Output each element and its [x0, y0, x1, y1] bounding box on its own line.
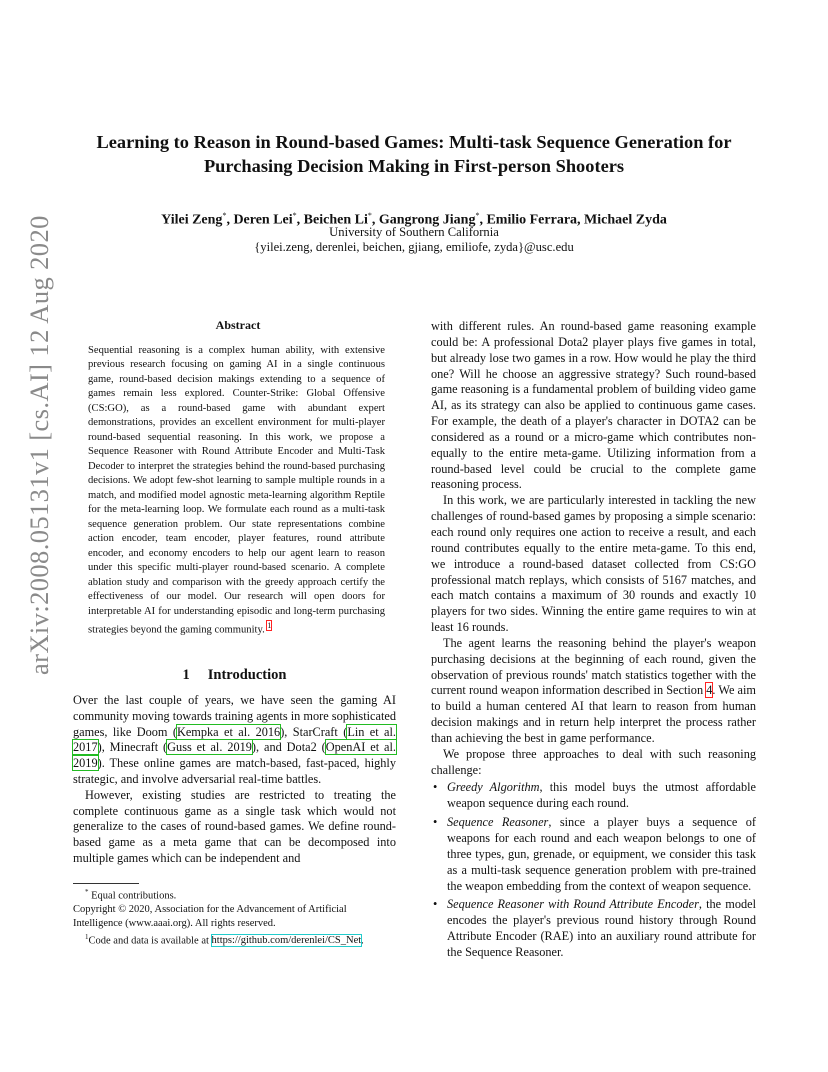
list-item	[431, 780, 756, 812]
approach-description: , this model buys the utmost affordable weapon sequence during each round.	[447, 780, 756, 811]
text-run: . We aim to build a human centered AI that learn to reason from human decision makings and in return help interpret the process rather than achieving the best in game performance.	[431, 683, 756, 745]
abstract-heading: Abstract	[215, 318, 261, 332]
citation-link[interactable]: OpenAI et al. 2019	[73, 740, 396, 771]
approach-description: , since a player buys a sequence of weapons for each round and each weapon belongs to one of three types, gun, grenade, or equipment, we consider this task as a multi-task sequence generation problem with pre-trained the weapon embedding from the context of weapon sequence.	[447, 815, 756, 893]
equal-contribution-mark: *	[367, 211, 372, 220]
body-paragraph: In this work, we are particularly interested in tackling the new challenges of round-based games by proposing a simple scenario: each round only requires one action to receive a result, and each round contributes equally to the entire meta-game. To this end, we introduce a round-based dataset collected from CS:GO professional match replays, which consists of 5167 matches, and each match contains a maximum of 30 rounds and exactly 10 players for two sides. Winning the entire game requires to win at least 16 rounds.	[431, 493, 756, 635]
footnote-equal-contribution	[73, 886, 396, 903]
body-paragraph: with different rules. An round-based game reasoning example could be: A professional Dota2 player plays five games in total, but already lose two games in a row. How would he play the third one? Will he choose an aggressive strategy? Such round-based game reasoning is a fundamental problem of building video game AI, as its strategy can also be applied to continuous game cases. For example, the death of a player's character in DOTA2 can be considered as a round or a micro-game which contributes non-equally to the entire meta-game. Utilizing information from a round-based level could be crucial to the complete game reasoning process.	[431, 319, 756, 492]
approach-list	[431, 780, 756, 960]
author-name: Gangrong Jiang	[378, 212, 476, 228]
intro-paragraph: However, existing studies are restricted to treating the complete continuous game as a single task which would not generalize to the cases of round-based games. We define round-based game as a meta game that can be decomposed into multiple games which can be independent and	[73, 787, 396, 865]
arxiv-identifier-text: arXiv:2008.05131v1 [cs.AI] 12 Aug 2020	[24, 215, 54, 675]
author-separator: ,	[226, 212, 234, 228]
equal-contribution-mark: *	[222, 211, 227, 220]
citation-link[interactable]: Kempka et al. 2016	[176, 724, 281, 739]
approach-name: Sequence Reasoner with Round Attribute Encoder	[447, 897, 699, 912]
footnote-divider	[73, 883, 139, 884]
approach-description: , the model encodes the player's previous round history through Round Attribute Encoder (RAE) into an auxiliary round attribute for the Sequence Reasoner.	[447, 897, 756, 959]
list-item	[431, 815, 756, 894]
copyright-notice: Copyright © 2020, Association for the Advancement of Artificial Intelligence (www.aaai.org). All rights reserved.	[73, 904, 347, 930]
approach-name: Sequence Reasoner	[447, 815, 549, 830]
text-run: ), Minecraft (	[97, 740, 168, 755]
footnotes	[73, 886, 396, 948]
text-run: ). These online games are match-based, fast-paced, highly strategic, and involve adversarial real-time battles.	[73, 756, 396, 786]
author-name: Deren Lei	[233, 212, 293, 228]
equal-contribution-mark: *	[292, 211, 297, 220]
author-name: Yilei Zeng	[161, 212, 223, 228]
footnote-mark: *	[85, 888, 89, 896]
author-name: Beichen Li	[303, 212, 368, 228]
footnote-text: Equal contributions.	[91, 890, 177, 902]
author-separator: ,	[371, 212, 379, 228]
footnote-text: Code and data is available at	[88, 935, 212, 947]
affiliation: University of Southern California	[329, 225, 499, 239]
text-run: ), and Dota2 (	[251, 740, 326, 755]
author-separator: ,	[577, 212, 585, 228]
citation-link[interactable]: Lin et al. 2017	[73, 724, 396, 755]
body-paragraph: We propose three approaches to deal with such reasoning challenge:	[431, 746, 756, 777]
abstract-body	[88, 344, 385, 638]
right-column	[431, 319, 756, 964]
author-emails: {yilei.zeng, derenlei, beichen, gjiang, emiliofe, zyda}@usc.edu	[254, 240, 574, 254]
footnote-mark: 1	[85, 932, 89, 941]
section-number: 1	[182, 667, 190, 683]
abstract-text: Sequential reasoning is a complex human ability, with extensive previous research focusing on gaming AI in a single continuous game, round-based decision makings extending to a sequence of games remain less explored. Counter-Strike: Global Offensive (CS:GO), as a round-based game with abundant expert demonstrations, provides an excellent environment for multi-player round-based sequential reasoning. In this work, we propose a Sequence Reasoner with Round Attribute Encoder and Multi-Task Decoder to interpret the strategies behind the round-based purchasing decisions. We adopt few-shot learning to sample multiple rounds in a match, and modified model agnostic meta-learning algorithm Reptile for the meta-learning loop. We formulate each round as a multi-task sequence generation problem. Our state representations combine action encoder, team encoder, player features, round attribute encoder, and economy encoders to help our agent learn to reason under this specific multi-player round-based scenario. A complete ablation study and comparison with the greedy approach certify the effectiveness of our model. Our research will open doors for interpretable AI for understanding episodic and long-term purchasing strategies beyond the gaming community.	[88, 345, 385, 636]
equal-contribution-mark: *	[475, 211, 480, 220]
approach-name: Greedy Algorithm	[447, 780, 540, 795]
citation-link[interactable]: Guss et al. 2019	[167, 740, 252, 755]
footnote-text: .	[361, 935, 364, 947]
github-link[interactable]: https://github.com/derenlei/CS_Net	[211, 935, 362, 947]
text-run: ), StarCraft (	[280, 724, 348, 739]
intro-paragraph	[73, 693, 396, 788]
text-run: Over the last couple of years, we have seen the gaming AI community moving towards training agents in more sophisticated games, like Doom (	[73, 693, 396, 739]
introduction-body	[73, 693, 396, 867]
author-separator: ,	[479, 212, 487, 228]
author-name: Emilio Ferrara	[486, 212, 578, 228]
footnote-code-link	[73, 931, 396, 948]
list-item	[431, 897, 756, 960]
footnote-ref-link[interactable]: 1	[267, 621, 272, 631]
section-title: Introduction	[207, 667, 287, 683]
paper-title: Learning to Reason in Round-based Games: Multi-task Sequence Generation for Purchasing Decision Making in First-person Shooters	[96, 132, 732, 176]
body-paragraph	[431, 636, 756, 747]
section-heading-introduction	[73, 667, 396, 684]
author-separator: ,	[296, 212, 304, 228]
author-name: Michael Zyda	[584, 212, 667, 228]
text-run: The agent learns the reasoning behind the player's weapon purchasing decisions at the beginning of each round, given the observation of previous rounds' match statistics together with the current round weapon information described in Section	[431, 635, 756, 698]
section-ref-link[interactable]: 4	[706, 683, 713, 698]
arxiv-identifier	[18, 215, 58, 680]
